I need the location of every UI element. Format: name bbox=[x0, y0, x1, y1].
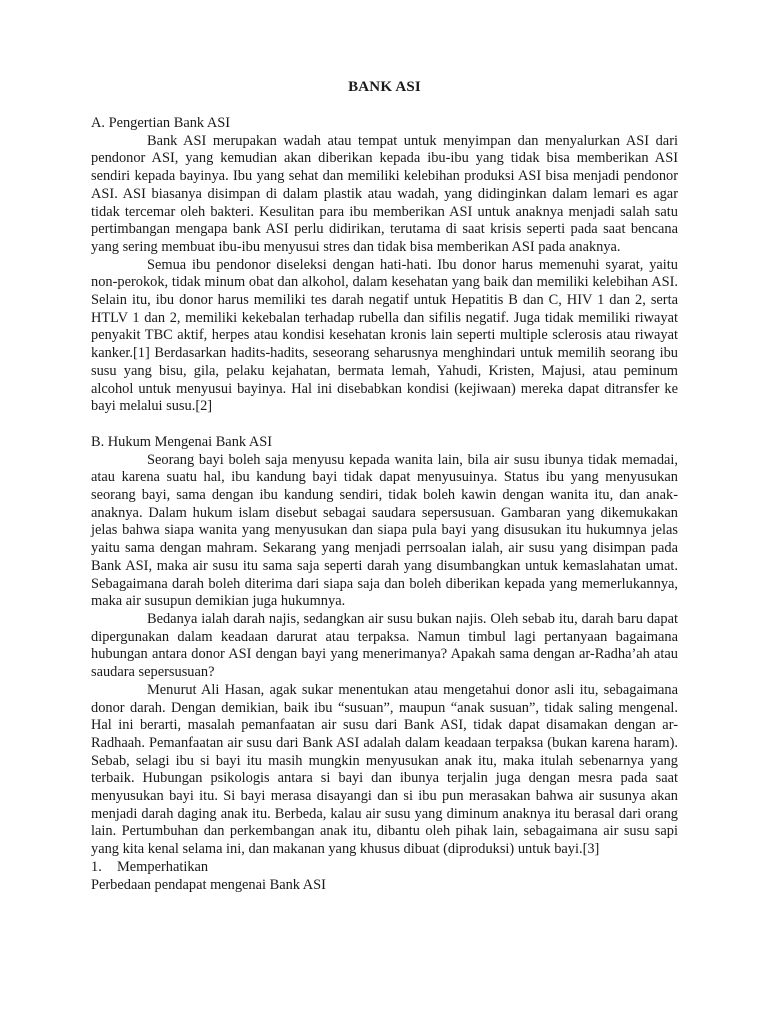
list-item-text: Memperhatikan bbox=[117, 858, 209, 875]
section-b-paragraph-1: Seorang bayi boleh saja menyusu kepada wanita lain, bila air susu ibunya tidak memadai, atau karena suatu hal, ibu kandung bayi tidak dapat menyusuinya. Status ibu yang menyusukan seorang bayi, sama dengan ibu kandung sendiri, tidak boleh kawin dengan wanita itu, dan anak-anaknya. Dalam hukum islam disebut sebagai saudara sepersusuan. Gambaran yang dikemukakan jelas bahwa siapa wanita yang menyusukan dan siapa pula bayi yang disusukan itu hukumnya jelas yaitu sama dengan mahram. Sekarang yang menjadi perrsoalan ialah, air susu yang disimpan pada Bank ASI, maka air susu itu sama saja seperti darah yang disumbangkan untuk kemaslahatan umat. Sebagaimana darah boleh diterima dari siapa saja dan boleh diberikan kepada yang memerlukannya, maka air susupun demikian juga hukumnya. bbox=[91, 451, 678, 610]
list-item-number: 1. bbox=[91, 858, 102, 875]
section-a-paragraph-1: Bank ASI merupakan wadah atau tempat untuk menyimpan dan menyalurkan ASI dari pendonor ASI, yang kemudian akan diberikan kepada ibu-ibu yang tidak bisa memberikan ASI sendiri kepada bayinya. Ibu yang sehat dan memiliki kelebihan produksi ASI bisa menjadi pendonor ASI. ASI biasanya disimpan di dalam plastik atau wadah, yang didinginkan dalam lemari es agar tidak tercemar oleh bakteri. Kesulitan para ibu memberikan ASI untuk anaknya menjadi salah satu pertimbangan mengapa bank ASI perlu didirikan, terutama di saat krisis seperti pada saat bencana yang sering membuat ibu-ibu menyusui stres dan tidak bisa memberikan ASI pada anaknya. bbox=[91, 132, 678, 255]
numbered-list-item bbox=[91, 859, 678, 877]
closing-line: Perbedaan pendapat mengenai Bank ASI bbox=[91, 876, 326, 893]
section-b-paragraph-3: Menurut Ali Hasan, agak sukar menentukan atau mengetahui donor asli itu, sebagaimana donor darah. Dengan demikian, baik ibu “susuan”, maupun “anak susuan”, tidak saling mengenal. Hal ini berarti, masalah pemanfaatan air susu dari Bank ASI, tidak dapat disamakan dengan ar-Radhaah. Pemanfaatan air susu dari Bank ASI adalah dalam keadaan terpaksa (bukan karena haram). Sebab, selagi ibu si bayi itu masih mungkin menyusukan anak itu, maka itulah sebenarnya yang terbaik. Hubungan psikologis antara si bayi dan ibunya terjalin juga dengan mesra pada saat menyusukan bayi itu. Si bayi merasa disayangi dan si ibu pun merasakan bahwa air susunya akan menjadi darah daging anak itu. Berbeda, kalau air susu yang diminum anaknya itu berasal dari orang lain. Pertumbuhan dan perkembangan anak itu, dibantu oleh pihak lain, sebagaimana air susu sapi yang kita kenal selama ini, dan makanan yang khusus dibuat (diproduksi) untuk bayi.[3] bbox=[91, 681, 678, 858]
document-page bbox=[91, 78, 678, 894]
section-b-paragraph-2: Bedanya ialah darah najis, sedangkan air susu bukan najis. Oleh sebab itu, darah baru dapat dipergunakan dalam keadaan darurat atau terpaksa. Namun timbul lagi pertanyaan bagaimana hubungan antara donor ASI dengan bayi yang menerimanya? Apakah sama dengan ar-Radha’ah atau saudara sepersusuan? bbox=[91, 610, 678, 681]
section-b-heading: B. Hukum Mengenai Bank ASI bbox=[91, 433, 273, 450]
section-a-heading: A. Pengertian Bank ASI bbox=[91, 115, 231, 131]
document-title: BANK ASI bbox=[348, 79, 421, 95]
section-a-paragraph-2: Semua ibu pendonor diseleksi dengan hati-hati. Ibu donor harus memenuhi syarat, yaitu non-perokok, tidak minum obat dan alkohol, dalam kesehatan yang baik dan memiliki kelebihan ASI. Selain itu, ibu donor harus memiliki tes darah negatif untuk Hepatitis B dan C, HIV 1 dan 2, serta HTLV 1 dan 2, memiliki kekebalan terhadap rubella dan sifilis negatif. Juga tidak memiliki riwayat penyakit TBC aktif, herpes atau kondisi kesehatan kronis lain seperti multiple sclerosis atau riwayat kanker.[1] Berdasarkan hadits-hadits, seseorang seharusnya menghindari untuk memilih seorang ibu susu yang bisu, gila, pelaku kejahatan, bermata lemah, Yahudi, Kristen, Majusi, atau peminum alcohol untuk menyusui bayinya. Hal ini disebabkan kondisi (kejiwaan) mereka dapat ditransfer ke bayi melalui susu.[2] bbox=[91, 256, 678, 415]
